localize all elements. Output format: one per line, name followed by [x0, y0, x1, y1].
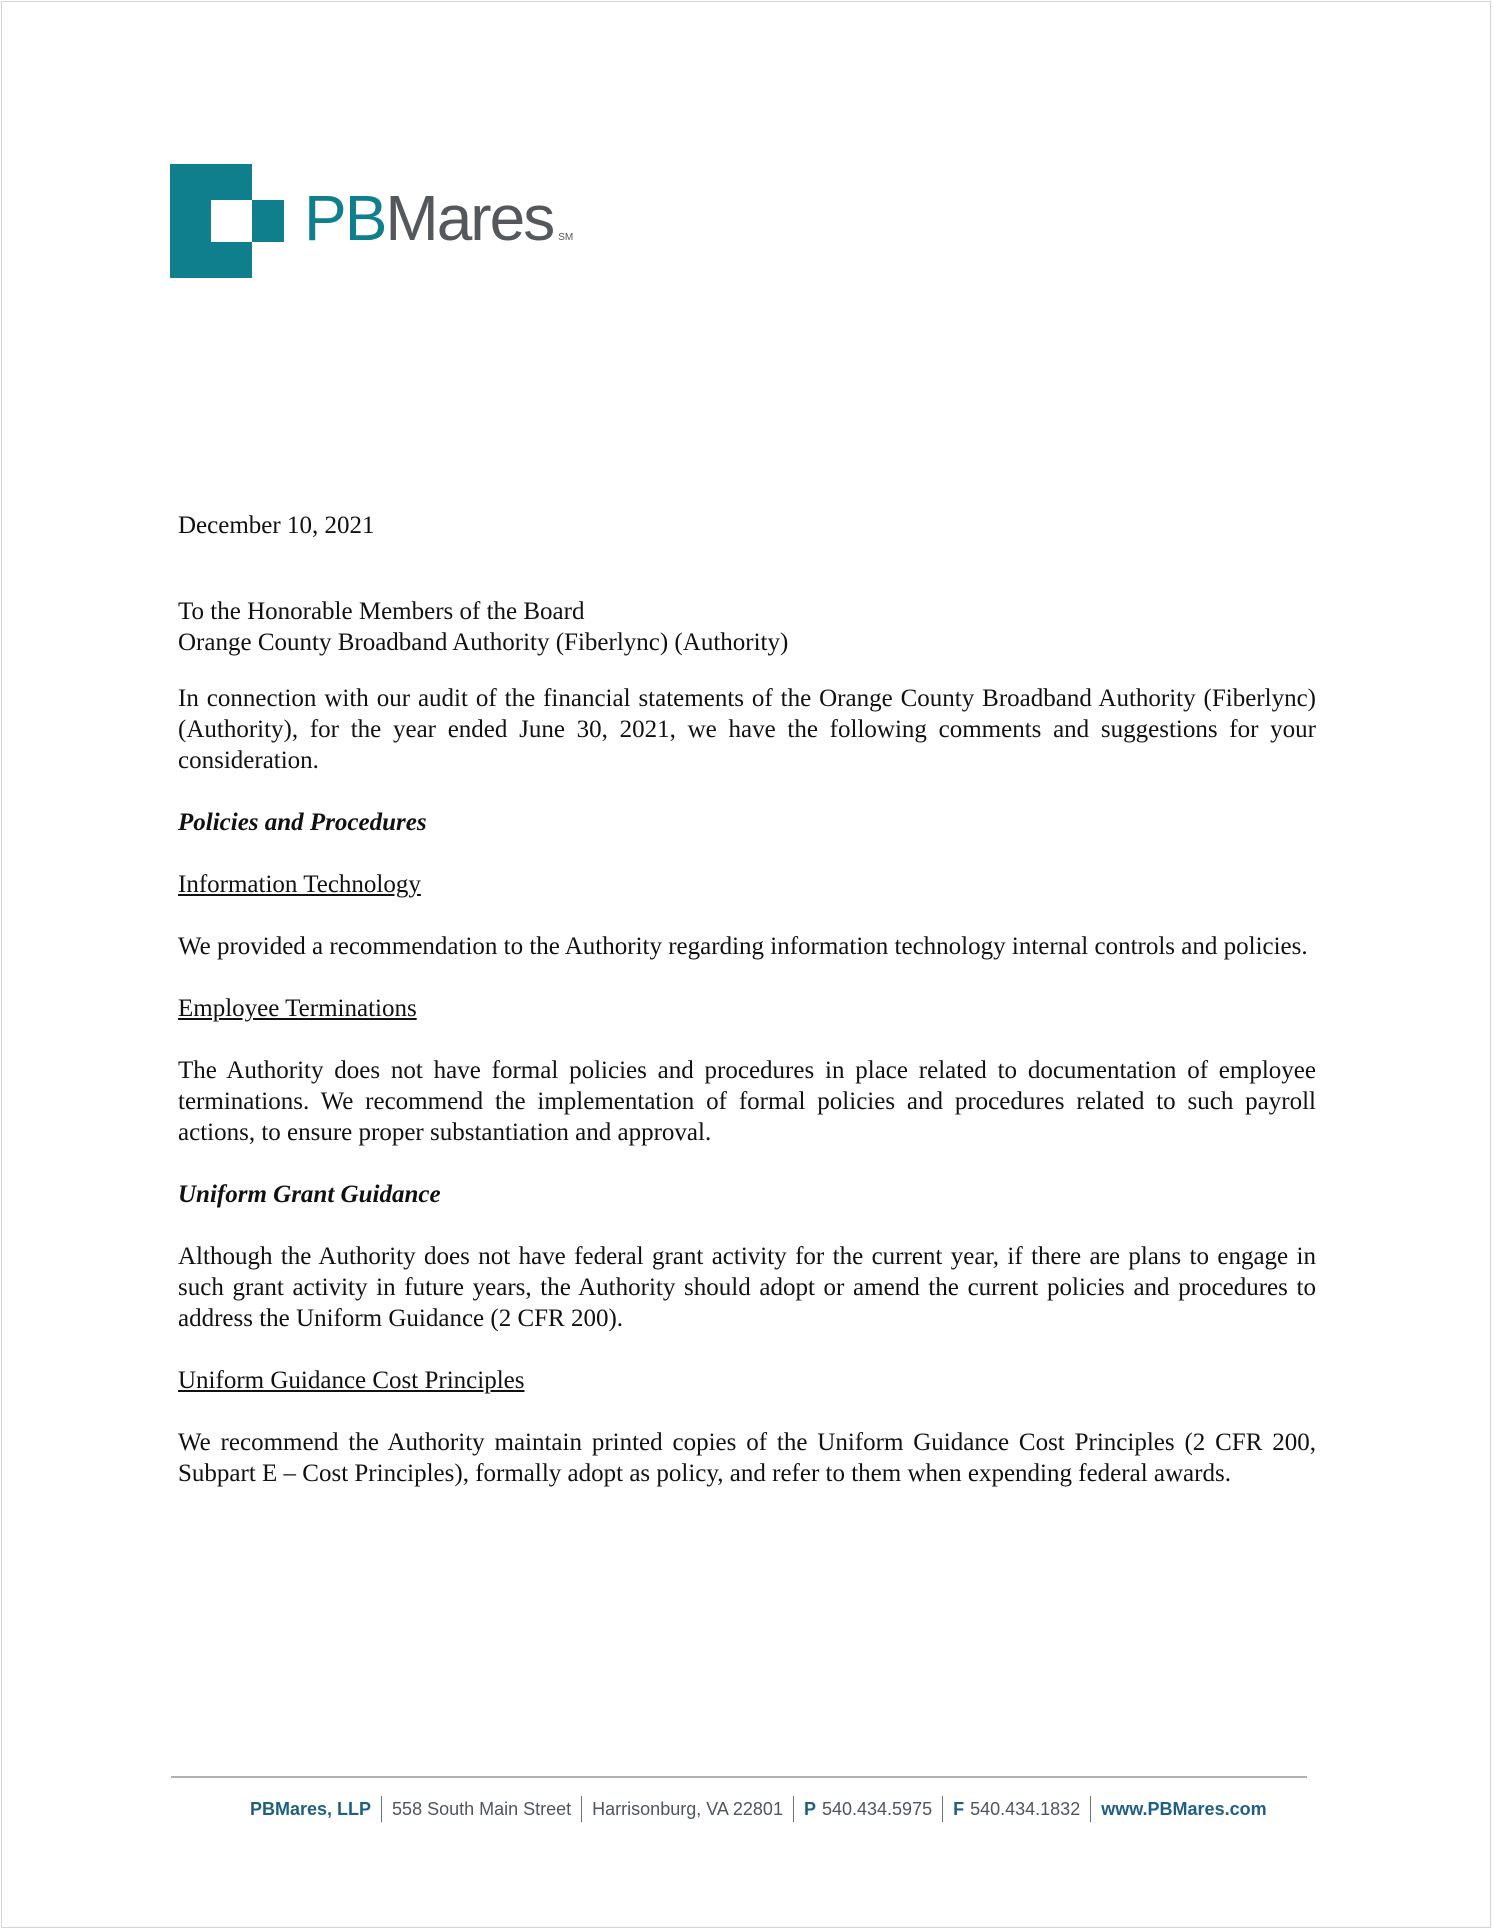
footer-street: 558 South Main Street: [392, 1798, 572, 1819]
section-heading-policies: Policies and Procedures: [178, 809, 427, 836]
footer-separator: [942, 1796, 943, 1822]
footer-phone-label: P: [803, 1798, 816, 1819]
logo-service-mark: SM: [558, 232, 574, 243]
paragraph-employee-terminations: The Authority does not have formal policies and procedures in place related to documentation of employee terminations. We recommend the implementation of formal policies and procedures related to such payroll actions, to ensure proper substantiation and approval.: [178, 1057, 1316, 1146]
recipient-line-2: Orange County Broadband Authority (Fiberlync) (Authority): [178, 629, 789, 656]
footer-website-link[interactable]: www.PBMares.com: [1101, 1798, 1267, 1819]
company-logo: [170, 164, 573, 278]
letter-body: [178, 510, 1316, 1520]
footer-separator: [381, 1796, 382, 1822]
paragraph-information-technology: We provided a recommendation to the Authority regarding information technology internal controls and policies.: [178, 933, 1308, 960]
recipient-line-1: To the Honorable Members of the Board: [178, 598, 585, 625]
paragraph-uniform-grant: Although the Authority does not have federal grant activity for the current year, if there are plans to engage in such grant activity in future years, the Authority should adopt or amend the current policies and procedures to address the Uniform Guidance (2 CFR 200).: [178, 1243, 1316, 1332]
logo-word-pb: PB: [304, 182, 386, 254]
logo-wordmark: [304, 182, 574, 270]
subheading-employee-terminations: Employee Terminations: [178, 995, 417, 1022]
pbmares-logo-icon: [170, 164, 284, 278]
logo-word-mares: Mares: [385, 182, 554, 254]
footer-separator: [581, 1796, 582, 1822]
intro-paragraph: In connection with our audit of the financial statements of the Orange County Broadband Authority (Fiberlync) (Authority), for the year ended June 30, 2021, we have the following comments and suggestions for your consideration.: [178, 685, 1316, 774]
footer-fax: 540.434.1832: [970, 1798, 1081, 1819]
letterhead-footer: [250, 1796, 1267, 1822]
footer-firm-name: PBMares, LLP: [250, 1798, 372, 1819]
footer-fax-label: F: [953, 1798, 965, 1819]
letter-date: December 10, 2021: [178, 512, 375, 539]
footer-phone: 540.434.5975: [821, 1798, 933, 1819]
subheading-cost-principles: Uniform Guidance Cost Principles: [178, 1367, 525, 1394]
section-heading-uniform-grant: Uniform Grant Guidance: [178, 1181, 441, 1208]
footer-separator: [793, 1796, 794, 1822]
paragraph-cost-principles: We recommend the Authority maintain printed copies of the Uniform Guidance Cost Principles (2 CFR 200, Subpart E – Cost Principles), formally adopt as policy, and refer to them when expending federal awards.: [178, 1429, 1316, 1487]
recipient-block: [178, 596, 1316, 658]
footer-city: Harrisonburg, VA 22801: [592, 1798, 783, 1819]
subheading-information-technology: Information Technology: [178, 871, 421, 898]
footer-separator: [1090, 1796, 1091, 1822]
footer-divider: [171, 1776, 1307, 1778]
